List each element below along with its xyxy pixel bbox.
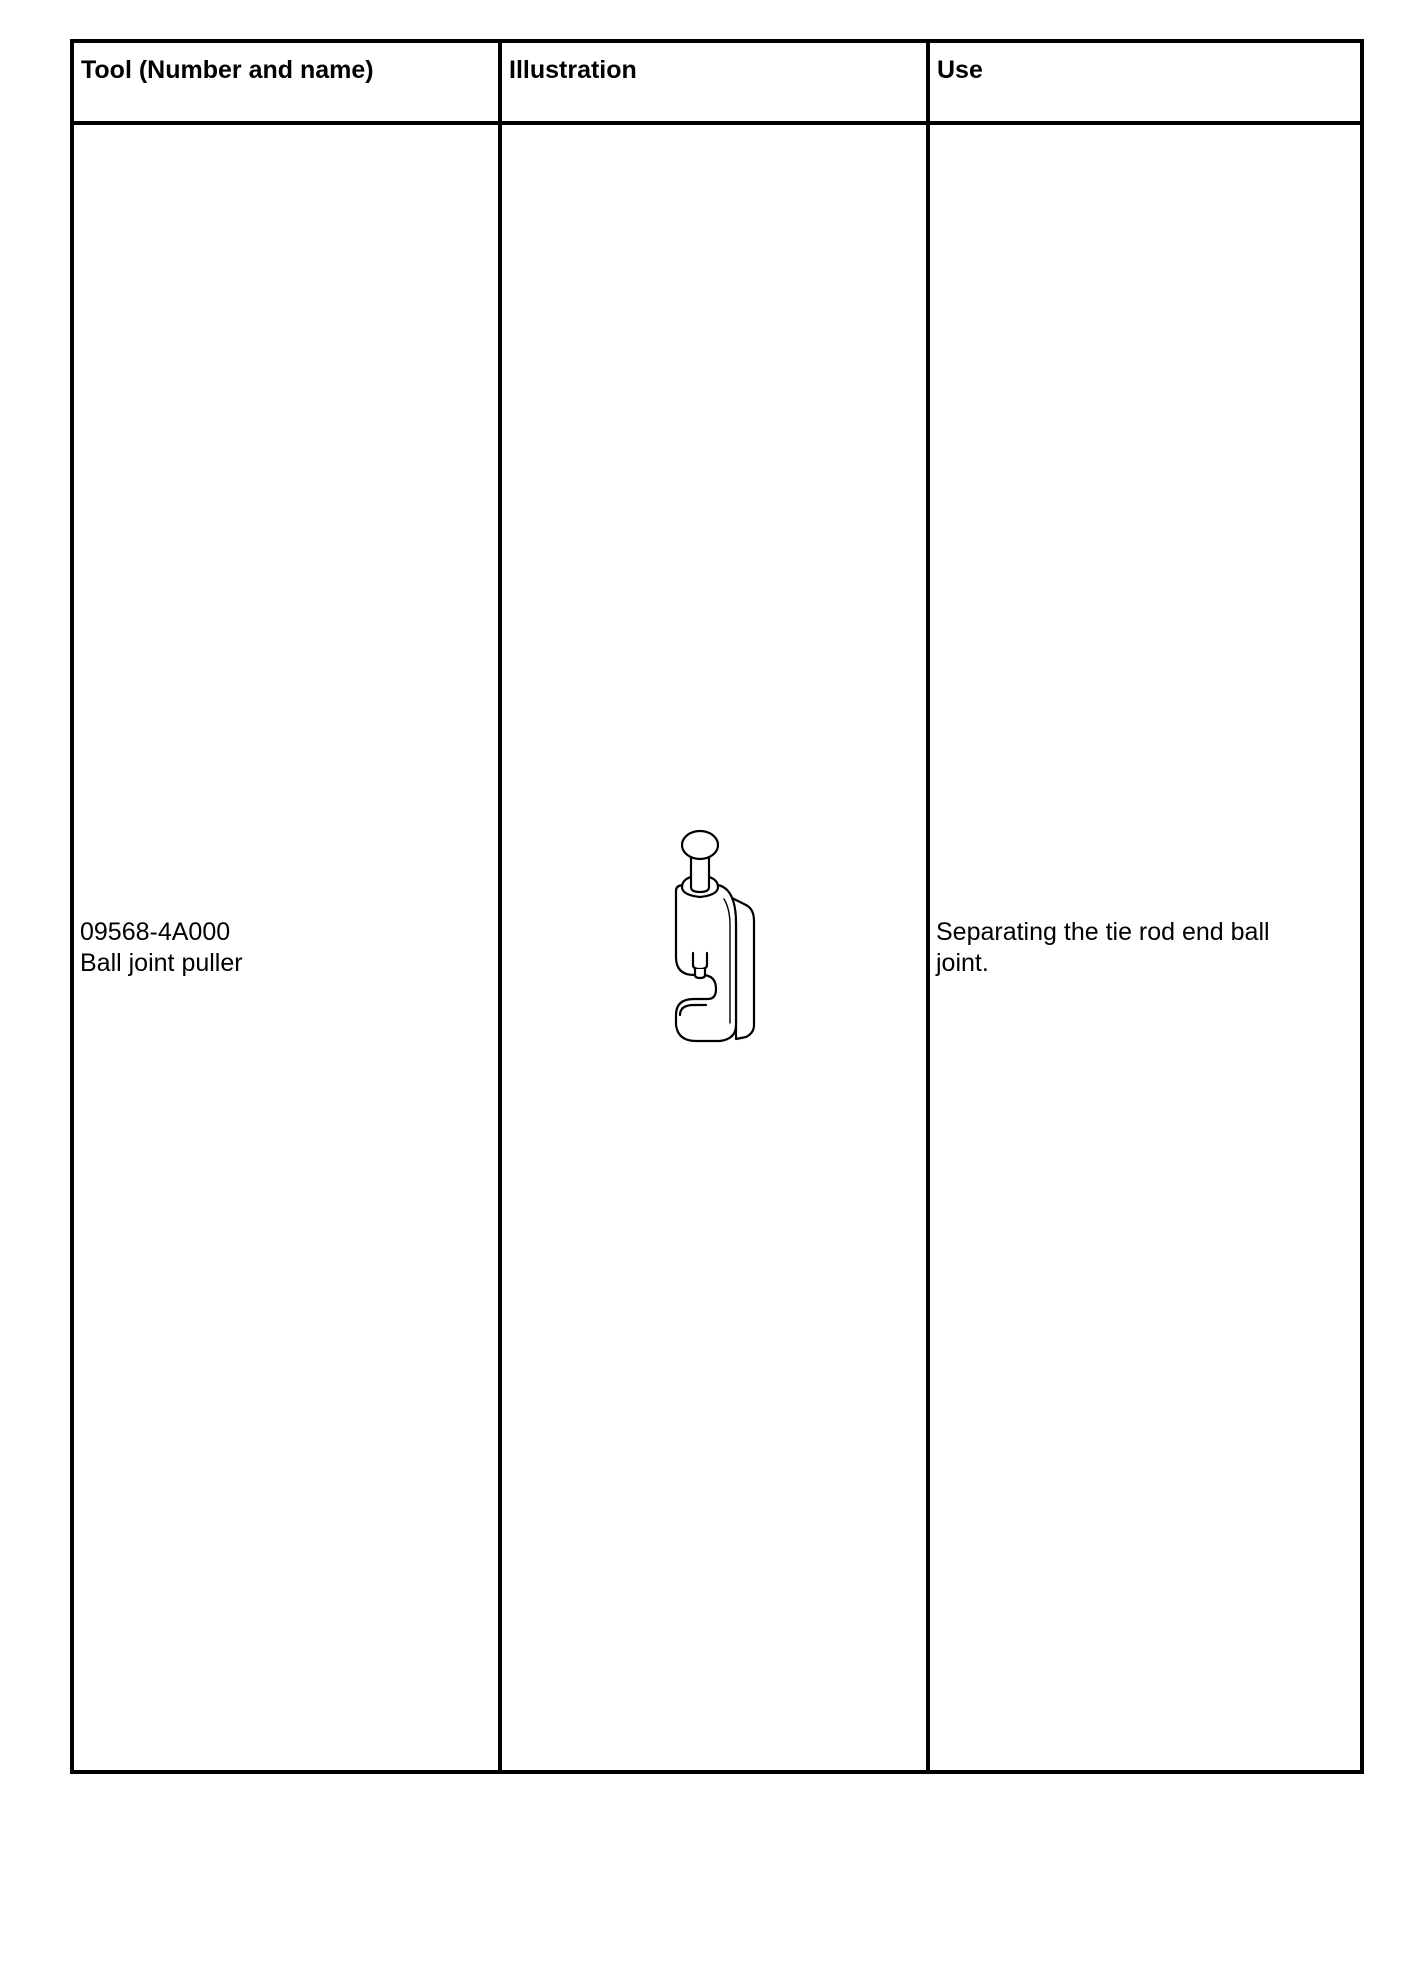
tool-name: Ball joint puller — [80, 948, 243, 977]
special-tools-table — [70, 39, 1364, 1774]
header-use: Use — [928, 41, 1362, 123]
tool-number: 09568-4A000 — [80, 917, 231, 946]
tool-cell — [72, 123, 500, 1772]
header-illustration: Illustration — [500, 41, 928, 123]
illustration-cell — [500, 123, 928, 1772]
table-header-row — [72, 41, 1362, 123]
use-line-2: joint. — [936, 948, 989, 977]
use-line-1: Separating the tie rod end ball — [936, 917, 1270, 946]
header-tool: Tool (Number and name) — [72, 41, 500, 123]
table-row — [72, 123, 1362, 1772]
ball-joint-puller-icon — [654, 829, 774, 1059]
use-cell — [928, 123, 1362, 1772]
